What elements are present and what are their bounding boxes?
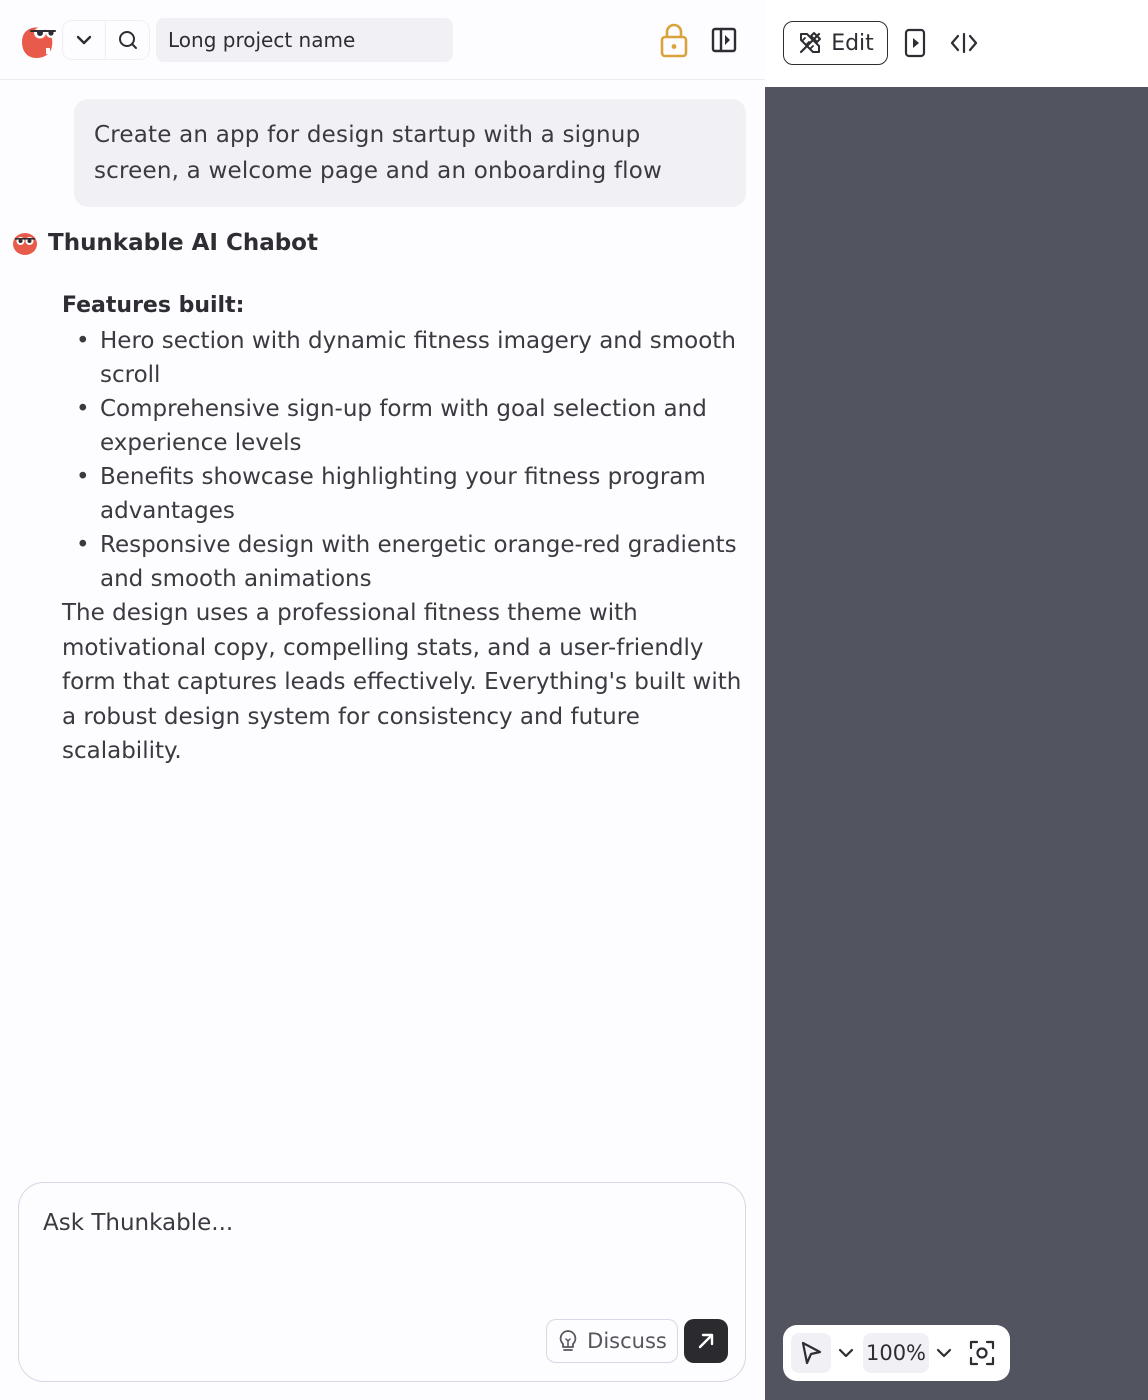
preview-header bbox=[765, 0, 1148, 87]
play-preview-icon[interactable] bbox=[903, 28, 927, 58]
summary-text: The design uses a professional fitness theme with motivational copy, compelling stats, and a user-friendly form that captures leads effectively. Everything's built with a robust design system for consistency and future scalability. bbox=[62, 600, 742, 764]
zoom-level[interactable] bbox=[863, 1333, 929, 1373]
bot-avatar-icon bbox=[12, 230, 38, 256]
feature-text: Hero section with dynamic fitness imagery and smooth scroll bbox=[100, 328, 736, 388]
discuss-button[interactable] bbox=[546, 1319, 678, 1363]
project-menu-button[interactable] bbox=[62, 20, 106, 60]
feature-text: Responsive design with energetic orange-red gradients and smooth animations bbox=[100, 532, 737, 592]
send-button[interactable] bbox=[684, 1319, 728, 1363]
bot-message bbox=[62, 290, 752, 769]
lock-icon[interactable] bbox=[660, 22, 688, 58]
list-item bbox=[62, 392, 752, 460]
bot-name: Thunkable AI Chabot bbox=[48, 230, 318, 256]
zoom-value: 100% bbox=[865, 1341, 927, 1365]
ask-input[interactable] bbox=[43, 1205, 703, 1241]
feature-text: Benefits showcase highlighting your fitness program advantages bbox=[100, 464, 706, 524]
canvas-toolbar bbox=[783, 1325, 1010, 1381]
code-icon[interactable] bbox=[950, 30, 978, 56]
arrow-up-right-icon bbox=[695, 1330, 717, 1352]
user-message bbox=[74, 99, 746, 207]
bot-header bbox=[12, 230, 318, 256]
discuss-label: Discuss bbox=[587, 1329, 667, 1353]
list-item bbox=[62, 460, 752, 528]
bullet: • bbox=[76, 328, 90, 354]
list-item bbox=[62, 324, 752, 392]
chevron-down-icon[interactable] bbox=[837, 1343, 855, 1363]
list-item bbox=[62, 528, 752, 596]
focus-frame-icon[interactable] bbox=[968, 1339, 996, 1367]
bullet: • bbox=[76, 396, 90, 422]
search-icon bbox=[117, 29, 139, 51]
chevron-down-icon[interactable] bbox=[935, 1343, 953, 1363]
user-message-text: Create an app for design startup with a signup screen, a welcome page and an onboarding flow bbox=[94, 122, 663, 184]
thunkable-logo[interactable] bbox=[16, 20, 58, 62]
pointer-tool-button[interactable] bbox=[791, 1333, 831, 1373]
preview-canvas[interactable] bbox=[765, 87, 1148, 1400]
edit-label: Edit bbox=[831, 30, 874, 56]
features-title: Features built: bbox=[62, 293, 245, 318]
feature-text: Comprehensive sign-up form with goal selection and experience levels bbox=[100, 396, 707, 456]
search-button[interactable] bbox=[106, 20, 150, 60]
edit-button[interactable] bbox=[783, 21, 888, 65]
pointer-icon bbox=[798, 1340, 824, 1366]
project-name: Long project name bbox=[168, 28, 356, 52]
project-name-field[interactable] bbox=[156, 18, 453, 62]
sidebar-toggle-icon[interactable] bbox=[710, 26, 738, 54]
feature-list bbox=[62, 324, 752, 596]
chevron-down-icon bbox=[73, 29, 95, 51]
lightbulb-icon bbox=[557, 1329, 579, 1353]
top-bar bbox=[0, 0, 765, 80]
tools-icon bbox=[797, 30, 823, 56]
bullet: • bbox=[76, 532, 90, 558]
composer bbox=[18, 1182, 746, 1382]
bullet: • bbox=[76, 464, 90, 490]
